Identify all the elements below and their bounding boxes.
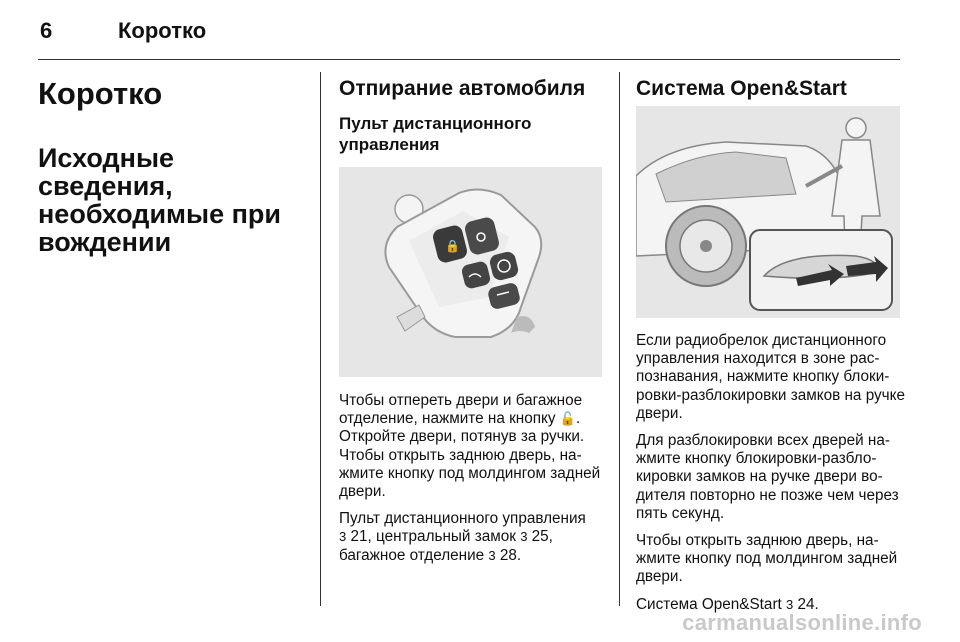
paragraph-unlock-end: . xyxy=(575,410,581,428)
right-column xyxy=(636,77,906,101)
paragraph-unlock xyxy=(339,392,605,501)
crossref-arrow-icon: 3 xyxy=(786,596,794,612)
middle-column xyxy=(339,77,605,155)
crossref-open-start-label: Система Open&Start xyxy=(636,595,782,613)
car-svg xyxy=(636,106,900,318)
crossref-lock-page[interactable]: 25, xyxy=(531,528,553,546)
paragraph-tailgate: Чтобы открыть заднюю дверь, нажмите кнопку под молдингом задней двери. xyxy=(339,446,601,501)
header-rule xyxy=(38,59,900,60)
svg-text:🔒: 🔒 xyxy=(445,239,460,253)
crossref-open-start-page[interactable]: 24. xyxy=(797,595,819,613)
crossref-remote-page[interactable]: 21, центральный замок xyxy=(350,528,516,546)
paragraph-open-start-3: Чтобы открыть заднюю дверь, нажмите кнопку под молдингом задней двери. xyxy=(636,532,898,586)
right-text xyxy=(636,332,906,623)
middle-text xyxy=(339,392,605,574)
heading-unlock: Отпирание автомобиля xyxy=(339,77,586,100)
crossref-arrow-icon: 3 xyxy=(339,529,347,545)
crossref-arrow-icon: 3 xyxy=(520,529,528,545)
running-header-title: Коротко xyxy=(118,18,207,43)
column-divider-1 xyxy=(320,72,321,606)
paragraph-unlock-text: Чтобы отпереть двери и багажное отделение, нажмите на кнопку xyxy=(339,392,583,428)
car-door-handle-illustration xyxy=(636,106,900,318)
paragraph-open-start-1: Если радиобрелок дистанционного управления находится в зоне распознавания, нажмите кнопку блокировки-разблокировки замков на ручке двери. xyxy=(636,332,906,422)
crossref-trunk-page[interactable]: 28. xyxy=(499,546,522,564)
column-divider-2 xyxy=(619,72,620,606)
heading-open-start: Система Open&Start xyxy=(636,77,847,100)
chapter-title: Коротко xyxy=(38,76,163,111)
page-number: 6 xyxy=(40,18,53,43)
section-title: Исходные сведения, необходимые при вождении xyxy=(38,143,281,257)
subheading-remote: Пульт дистанционного управления xyxy=(339,114,532,154)
crossref-trunk-label: багажное отделение xyxy=(339,546,485,564)
paragraph-open-start-2: Для разблокировки всех дверей нажмите кнопку блокировки-разблокировки замков на ручке двери водителя повторно не позже чем через пять секунд. xyxy=(636,432,899,522)
car-key-remote-illustration xyxy=(339,167,602,377)
key-svg xyxy=(339,167,602,377)
crossref-arrow-icon: 3 xyxy=(488,547,496,563)
unlock-icon: 🔓 xyxy=(559,411,576,427)
watermark: carmanualsonline.info xyxy=(682,610,922,635)
crossref-remote-label: Пульт дистанционного управления xyxy=(339,510,586,528)
paragraph-crossrefs xyxy=(339,510,605,565)
paragraph-open-doors: Откройте двери, потянув за ручки. xyxy=(339,428,585,446)
